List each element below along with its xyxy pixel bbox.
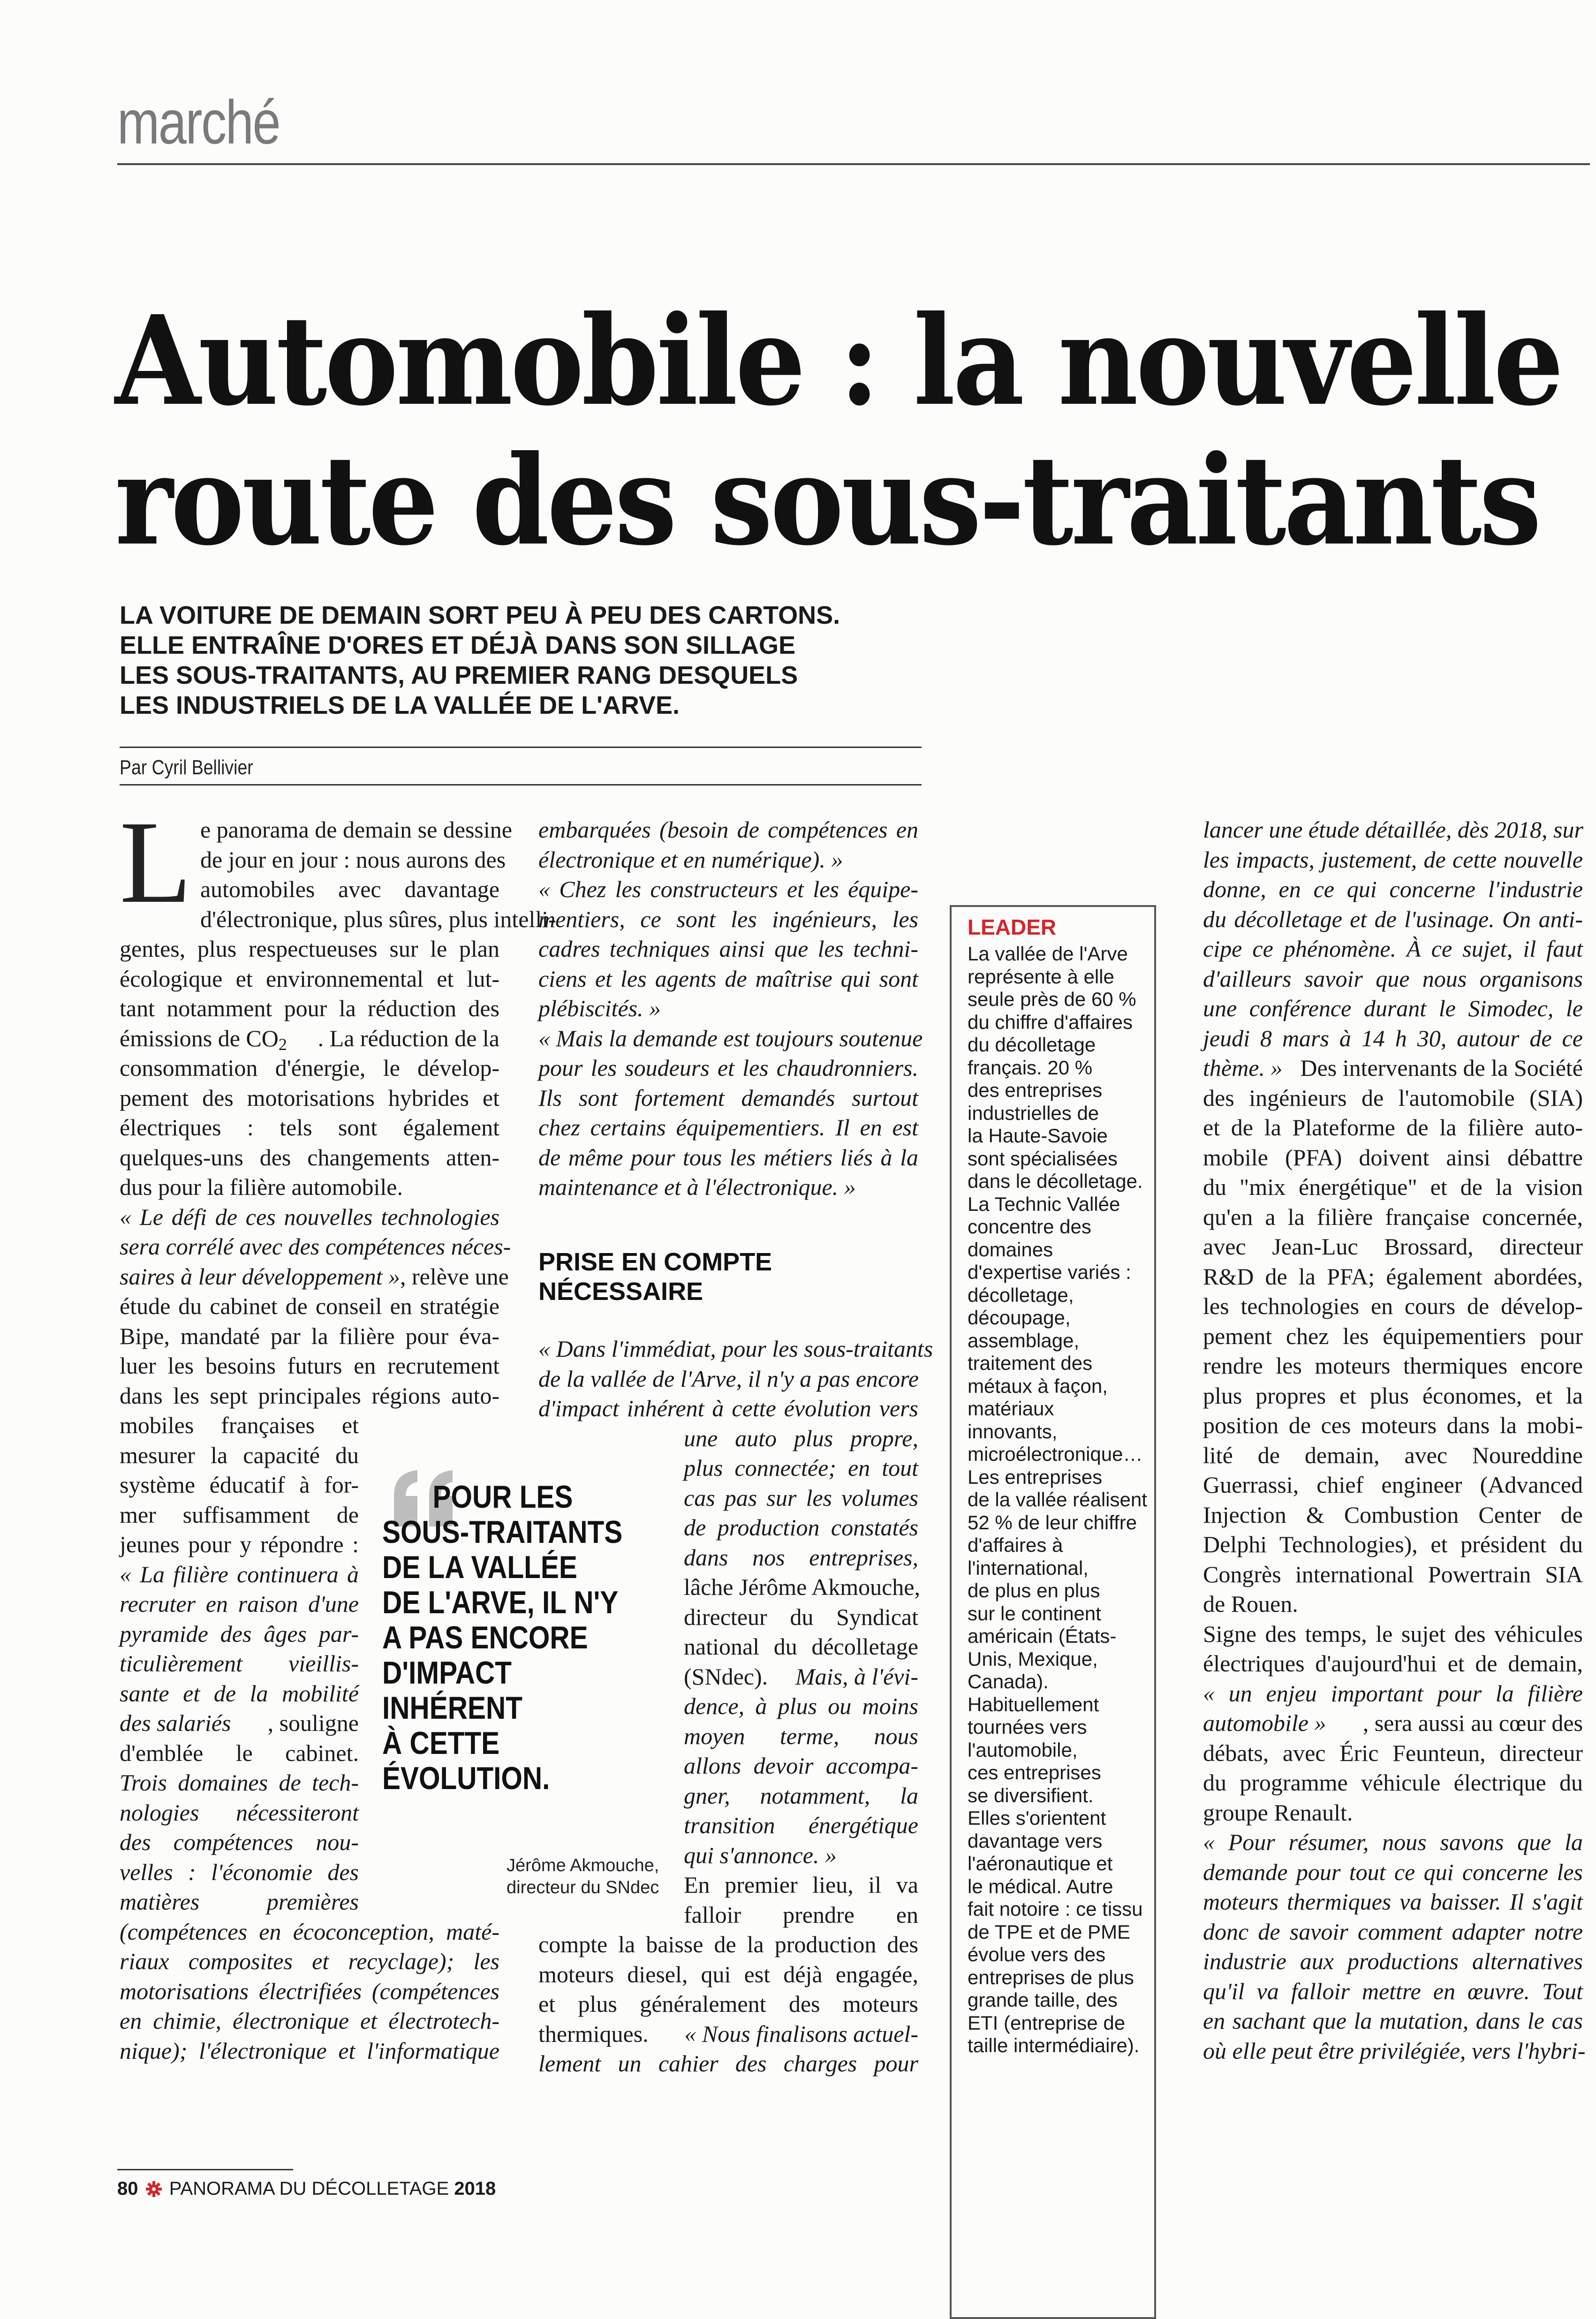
sidebar-line: microélectronique…	[968, 1443, 1143, 1465]
text-line: dans les sept principales régions auto-	[120, 1382, 499, 1409]
text-line	[120, 1024, 499, 1054]
article-column-4	[1203, 815, 1586, 2066]
pull-quote-line: DE L'ARVE, IL N'Y	[382, 1585, 619, 1620]
text-line: (compétences en écoconception, maté-	[120, 1918, 499, 1945]
text-line: gner, notamment, la	[684, 1782, 918, 1809]
sidebar-line: de la vallée réalisent	[968, 1488, 1147, 1511]
sidebar-line: l'aéronautique et	[968, 1852, 1113, 1874]
sidebar-line: entreprises de plus	[968, 1966, 1134, 1988]
sidebar-line: tournées vers	[968, 1716, 1087, 1738]
text-line: pement des motorisations hybrides et	[120, 1084, 499, 1111]
text-line: moteurs diesel, qui est déjà engagée,	[538, 1961, 918, 1987]
text-line: Guerrassi, chief engineer (Advanced	[1203, 1472, 1583, 1498]
sidebar-line: se diversifient.	[968, 1784, 1094, 1806]
text-line: dans nos entreprises,	[684, 1544, 918, 1571]
text-line: mentiers, ce sont les ingénieurs, les	[538, 906, 918, 932]
text-line	[120, 1708, 359, 1738]
byline-bottom-rule	[120, 784, 922, 786]
headline-line-2: route des sous-traitants	[115, 428, 1539, 573]
text-line: mobile (PFA) doivent ainsi débattre	[1203, 1144, 1583, 1171]
sidebar-line: ces entreprises	[968, 1761, 1101, 1783]
article-column-2	[538, 815, 923, 1202]
sidebar-line: taille intermédiaire).	[968, 2034, 1140, 2056]
sidebar-line: découpage,	[968, 1307, 1071, 1329]
text-line: velles : l'économie des	[120, 1858, 359, 1885]
sidebar-line: matériaux	[968, 1397, 1054, 1420]
sidebar-line: français. 20 %	[968, 1056, 1093, 1079]
text-run: , relève une	[400, 1263, 509, 1290]
sidebar-line: l'automobile,	[968, 1738, 1078, 1761]
text-line: Bipe, mandaté par la filière pour éva-	[120, 1322, 499, 1349]
publication-name: PANORAMA DU DÉCOLLETAGE	[169, 2178, 449, 2199]
sidebar-line: Unis, Mexique,	[968, 1647, 1098, 1670]
pull-quote-line: A PAS ENCORE	[382, 1620, 588, 1655]
sidebar-line: La vallée de l'Arve	[968, 943, 1128, 965]
sidebar-line: ETI (entreprise de	[968, 2011, 1126, 2034]
sidebar-line: Canada).	[968, 1670, 1049, 1692]
text-line: des ingénieurs de l'automobile (SIA)	[1203, 1084, 1583, 1111]
text-line: pyramide des âges par-	[120, 1620, 359, 1647]
text-run: Mais, à l'évi-	[795, 1663, 918, 1690]
sidebar-line: davantage vers	[968, 1829, 1103, 1852]
text-line: « Dans l'immédiat, pour les sous-traitants	[538, 1336, 933, 1362]
text-run: (SNdec).	[684, 1663, 768, 1690]
gear-logo-icon	[145, 2181, 162, 2198]
text-line: d'impact inhérent à cette évolution vers	[538, 1395, 918, 1421]
text-run: des salariés	[120, 1710, 231, 1736]
sidebar-line: de plus en plus	[968, 1579, 1100, 1601]
text-line: système éducatif à for-	[120, 1472, 359, 1498]
sidebar-line: dans le décolletage.	[968, 1170, 1143, 1192]
text-line	[1203, 1708, 1583, 1738]
text-line: Delphi Technologies), et président du	[1203, 1531, 1583, 1557]
sidebar-line: représente à elle	[968, 965, 1114, 988]
text-line: mer suffisamment de	[120, 1501, 359, 1528]
sidebar-text	[968, 943, 1150, 2057]
article-column-2-continued	[538, 1334, 933, 2079]
sidebar-line: décolletage,	[968, 1284, 1074, 1306]
sidebar-line: Habituellement	[968, 1693, 1099, 1715]
sidebar-line: du chiffre d'affaires	[968, 1011, 1133, 1033]
text-run: , souligne	[267, 1710, 359, 1736]
sidebar-line: d'affaires à	[968, 1534, 1063, 1556]
text-line: de Rouen.	[1203, 1591, 1298, 1617]
text-run: , sera aussi au cœur des	[1362, 1710, 1583, 1736]
text-line: les impacts, justement, de cette nouvelle	[1203, 846, 1583, 873]
subscript: 2	[278, 1035, 287, 1054]
sidebar-line: d'expertise variés :	[968, 1261, 1131, 1283]
page-number: 80	[117, 2178, 138, 2199]
text-line: « un enjeu important pour la filière	[1203, 1680, 1583, 1707]
text-line: jeudi 8 mars à 14 h 30, autour de ce	[1203, 1025, 1583, 1051]
attribution-line: Jérôme Akmouche,	[507, 1856, 659, 1875]
text-line: riaux composites et recyclage); les	[120, 1948, 499, 1974]
text-line: plus propres et plus économes, et la	[1203, 1382, 1583, 1409]
sidebar-line: concentre des	[968, 1216, 1091, 1238]
headline-line-1: Automobile : la nouvelle	[115, 288, 1561, 433]
text-line: pement chez les équipementiers pour	[1203, 1322, 1583, 1349]
text-line: transition énergétique	[684, 1812, 918, 1838]
text-line: pour les soudeurs et les chaudronniers.	[538, 1055, 918, 1081]
text-line: automobiles avec davantage	[200, 876, 499, 902]
page-footer	[117, 2178, 496, 2199]
footer-rule	[117, 2169, 293, 2170]
text-line: qu'en a la filière française concernée,	[1203, 1203, 1583, 1230]
subheading-line: PRISE EN COMPTE	[538, 1248, 772, 1276]
text-line: en sachant que la mutation, dans le cas	[1203, 2008, 1583, 2034]
text-line: nique); l'électronique et l'informatique	[120, 2037, 499, 2064]
text-line: maintenance et à l'électronique. »	[538, 1174, 856, 1200]
article-lead	[120, 600, 987, 720]
text-line: Ils sont fortement demandés surtout	[538, 1084, 918, 1111]
text-line: directeur du Syndicat	[684, 1603, 918, 1630]
text-line: Trois domaines de tech-	[120, 1769, 359, 1796]
text-line: de production constatés	[684, 1514, 918, 1541]
text-line: « Le défi de ces nouvelles technologies	[120, 1203, 499, 1230]
text-line: cas pas sur les volumes	[684, 1484, 918, 1511]
text-line: une conférence durant le Simodec, le	[1203, 995, 1583, 1021]
text-line: groupe Renault.	[1203, 1799, 1353, 1826]
text-line: moyen terme, nous	[684, 1722, 918, 1749]
text-line: luer les besoins futurs en recrutement	[120, 1352, 499, 1379]
sidebar-line: seule près de 60 %	[968, 988, 1136, 1010]
byline: Par Cyril Bellivier	[120, 756, 253, 779]
text-line: qui s'annonce. »	[684, 1842, 837, 1868]
text-line: étude du cabinet de conseil en stratégie	[120, 1293, 499, 1319]
pull-quote-line: ÉVOLUTION.	[382, 1760, 550, 1796]
text-line: en chimie, électronique et électrotech-	[120, 2008, 499, 2034]
text-line: « La filière continuera à	[120, 1561, 359, 1587]
text-line: du "mix énergétique" et de la vision	[1203, 1174, 1583, 1200]
text-run: saires à leur développement »	[120, 1263, 400, 1290]
text-line: position de ces moteurs dans la mobi-	[1203, 1412, 1583, 1438]
text-line: « Chez les constructeurs et les équipe-	[538, 876, 918, 902]
publication-year: 2018	[454, 2178, 496, 2199]
text-line: demande pour tout ce qui concerne les	[1203, 1858, 1583, 1885]
text-line: et plus généralement des moteurs	[538, 1991, 918, 2017]
text-line: moteurs thermiques va baisser. Il s'agit	[1203, 1888, 1583, 1915]
text-line: dence, à plus ou moins	[684, 1693, 918, 1719]
text-line: gentes, plus respectueuses sur le plan	[120, 936, 499, 962]
text-line: matières premières	[120, 1888, 359, 1915]
text-line: e panorama de demain se dessine	[200, 816, 512, 843]
text-line: une auto plus propre,	[684, 1425, 918, 1451]
text-line: des compétences nou-	[120, 1829, 359, 1855]
text-line: donne, en ce qui concerne l'industrie	[1203, 876, 1583, 902]
sidebar-line: assemblage,	[968, 1329, 1080, 1352]
sidebar-line: Elles s'orientent	[968, 1807, 1106, 1829]
text-line: avec Jean-Luc Brossard, directeur	[1203, 1233, 1583, 1260]
text-line: recruter en raison d'une	[120, 1591, 359, 1617]
pull-quote-line: À CETTE	[382, 1725, 500, 1761]
sidebar-line: sont spécialisées	[968, 1147, 1118, 1170]
text-line: électronique et en numérique). »	[538, 846, 843, 873]
text-line: plus connectée; en tout	[684, 1455, 918, 1481]
subheading-line: NÉCESSAIRE	[538, 1277, 703, 1306]
sidebar-line: du décolletage	[968, 1034, 1096, 1056]
text-line: Signe des temps, le sujet des véhicules	[1203, 1620, 1583, 1647]
text-line: du programme véhicule électrique du	[1203, 1769, 1583, 1796]
text-line: mesurer la capacité du	[120, 1442, 359, 1468]
text-line: sante et de la mobilité	[120, 1680, 359, 1707]
pull-quote-line: D'IMPACT	[382, 1655, 512, 1691]
text-line: débats, avec Éric Feunteun, directeur	[1203, 1739, 1583, 1766]
lead-line: LES SOUS-TRAITANTS, AU PREMIER RANG DESQUELS	[120, 661, 798, 689]
text-run: thermiques.	[538, 2020, 649, 2047]
article-headline	[115, 288, 1561, 573]
text-line: les technologies en cours de dévelop-	[1203, 1293, 1583, 1319]
sidebar-line: Les entreprises	[968, 1465, 1103, 1488]
text-line: d'emblée le cabinet.	[120, 1739, 359, 1766]
sidebar-line: La Technic Vallée	[968, 1193, 1120, 1215]
text-line: compte la baisse de la production des	[538, 1931, 918, 1957]
text-line: embarquées (besoin de compétences en	[538, 816, 918, 843]
section-rubric: marché	[117, 88, 280, 157]
text-line: lité de demain, avec Noureddine	[1203, 1442, 1583, 1468]
text-line: électriques d'aujourd'hui et de demain,	[1203, 1650, 1583, 1677]
sidebar-line: américain (États-	[968, 1625, 1117, 1647]
text-line: et de la Plateforme de la filière auto-	[1203, 1114, 1583, 1141]
text-line: de même pour tous les métiers liés à la	[538, 1144, 918, 1171]
text-line: ticulièrement vieillis-	[120, 1650, 359, 1677]
sidebar-line: traitement des	[968, 1352, 1093, 1374]
sidebar-line: grande taille, des	[968, 1989, 1118, 2011]
pull-quote-line: DE LA VALLÉE	[382, 1549, 577, 1585]
text-line: jeunes pour y répondre :	[120, 1531, 359, 1557]
sidebar-line: la Haute-Savoie	[968, 1125, 1108, 1147]
sidebar-line: domaines	[968, 1238, 1053, 1261]
text-line: En premier lieu, il va	[684, 1872, 918, 1898]
text-line: rendre les moteurs thermiques encore	[1203, 1352, 1583, 1379]
text-line: lâche Jérôme Akmouche,	[684, 1574, 920, 1600]
pull-quote-line: SOUS-TRAITANTS	[382, 1514, 623, 1550]
text-line: sera corrélé avec des compétences néces-	[120, 1233, 511, 1260]
text-run: thème. »	[1203, 1055, 1283, 1081]
text-line: cipe ce phénomène. À ce sujet, il faut	[1203, 936, 1583, 962]
lead-line: LES INDUSTRIELS DE LA VALLÉE DE L'ARVE.	[120, 691, 680, 719]
text-line	[120, 1262, 509, 1292]
lead-line: LA VOITURE DE DEMAIN SORT PEU À PEU DES CARTONS.	[120, 601, 840, 629]
sidebar-line: 52 % de leur chiffre	[968, 1511, 1137, 1533]
text-line: plébiscités. »	[538, 995, 661, 1021]
text-line: nologies nécessiteront	[120, 1799, 359, 1826]
sidebar-line: fait notoire : ce tissu	[968, 1898, 1143, 1920]
text-line: du décolletage et de l'usinage. On anti-	[1203, 906, 1583, 932]
lead-line: ELLE ENTRAÎNE D'ORES ET DÉJÀ DANS SON SILLAGE	[120, 631, 795, 659]
attribution-line: directeur du SNdec	[507, 1878, 659, 1897]
sidebar-line: industrielles de	[968, 1102, 1099, 1124]
text-line: Injection & Combustion Center de	[1203, 1501, 1583, 1528]
text-line: cadres techniques ainsi que les techni-	[538, 936, 918, 962]
section-subheading	[538, 1247, 772, 1307]
text-line: chez certains équipementiers. Il en est	[538, 1114, 918, 1141]
sidebar-title: LEADER	[968, 915, 1057, 939]
text-line: Congrès international Powertrain SIA	[1203, 1561, 1583, 1587]
byline-top-rule	[120, 747, 922, 748]
drop-cap: L	[120, 796, 192, 928]
text-line	[1203, 1053, 1583, 1083]
rubric-rule	[117, 163, 1590, 165]
text-line: donc de savoir comment adapter notre	[1203, 1918, 1583, 1945]
text-line: allons devoir accompa-	[684, 1752, 918, 1779]
text-line: mobiles françaises et	[120, 1412, 359, 1438]
pull-quote-line: POUR LES	[432, 1479, 573, 1515]
text-line: lement un cahier des charges pour	[538, 2050, 918, 2077]
text-line: « Pour résumer, nous savons que la	[1203, 1829, 1583, 1855]
text-line: R&D de la PFA; également abordées,	[1203, 1263, 1583, 1290]
pull-quote-line: INHÉRENT	[382, 1690, 522, 1726]
text-line	[538, 2019, 918, 2049]
text-line: tant notamment pour la réduction des	[120, 995, 499, 1021]
text-run: émissions de CO	[120, 1025, 279, 1051]
text-line: industrie aux productions alternatives	[1203, 1948, 1583, 1974]
text-line: de jour en jour : nous aurons des	[200, 846, 506, 873]
sidebar-line: innovants,	[968, 1420, 1058, 1443]
sidebar-line: évolue vers des	[968, 1943, 1106, 1965]
narrow-text-block	[684, 1424, 918, 1930]
text-line	[684, 1662, 918, 1692]
text-line: dus pour la filière automobile.	[120, 1174, 403, 1200]
text-line: motorisations électrifiées (compétences	[120, 1978, 499, 2004]
text-line: où elle peut être privilégiée, vers l'hybri-	[1203, 2037, 1586, 2064]
text-line: d'électronique, plus sûres, plus intelli-	[200, 906, 556, 932]
sidebar-line: métaux à façon,	[968, 1375, 1108, 1397]
text-line: ciens et les agents de maîtrise qui sont	[538, 965, 918, 992]
text-run: « Nous finalisons actuel-	[684, 2020, 918, 2047]
sidebar-line: l'international,	[968, 1556, 1089, 1579]
text-line: de la vallée de l'Arve, il n'y a pas encore	[538, 1365, 919, 1392]
text-line: national du décolletage	[684, 1633, 918, 1660]
text-line: qu'il va falloir mettre en œuvre. Tout	[1203, 1978, 1583, 2004]
text-line: consommation d'énergie, le dévelop-	[120, 1055, 499, 1081]
text-run: automobile »	[1203, 1710, 1326, 1736]
text-line: lancer une étude détaillée, dès 2018, sur	[1203, 816, 1583, 843]
sidebar-line: des entreprises	[968, 1079, 1103, 1101]
sidebar-line: sur le continent	[968, 1602, 1101, 1624]
text-line: écologique et environnemental et lut-	[120, 965, 499, 992]
sidebar-line: de TPE et de PME	[968, 1920, 1131, 1943]
text-line: « Mais la demande est toujours soutenue	[538, 1025, 923, 1051]
narrow-text-block	[120, 1411, 359, 1917]
text-line: d'ailleurs savoir que nous organisons	[1203, 965, 1583, 992]
text-line: électriques : tels sont également	[120, 1114, 499, 1141]
text-line: quelques-uns des changements atten-	[120, 1144, 499, 1171]
sidebar-line: le médical. Autre	[968, 1875, 1113, 1897]
text-run: Des intervenants de la Société	[1300, 1055, 1583, 1081]
text-run: . La réduction de la	[318, 1025, 499, 1051]
text-line: falloir prendre en	[684, 1901, 918, 1928]
